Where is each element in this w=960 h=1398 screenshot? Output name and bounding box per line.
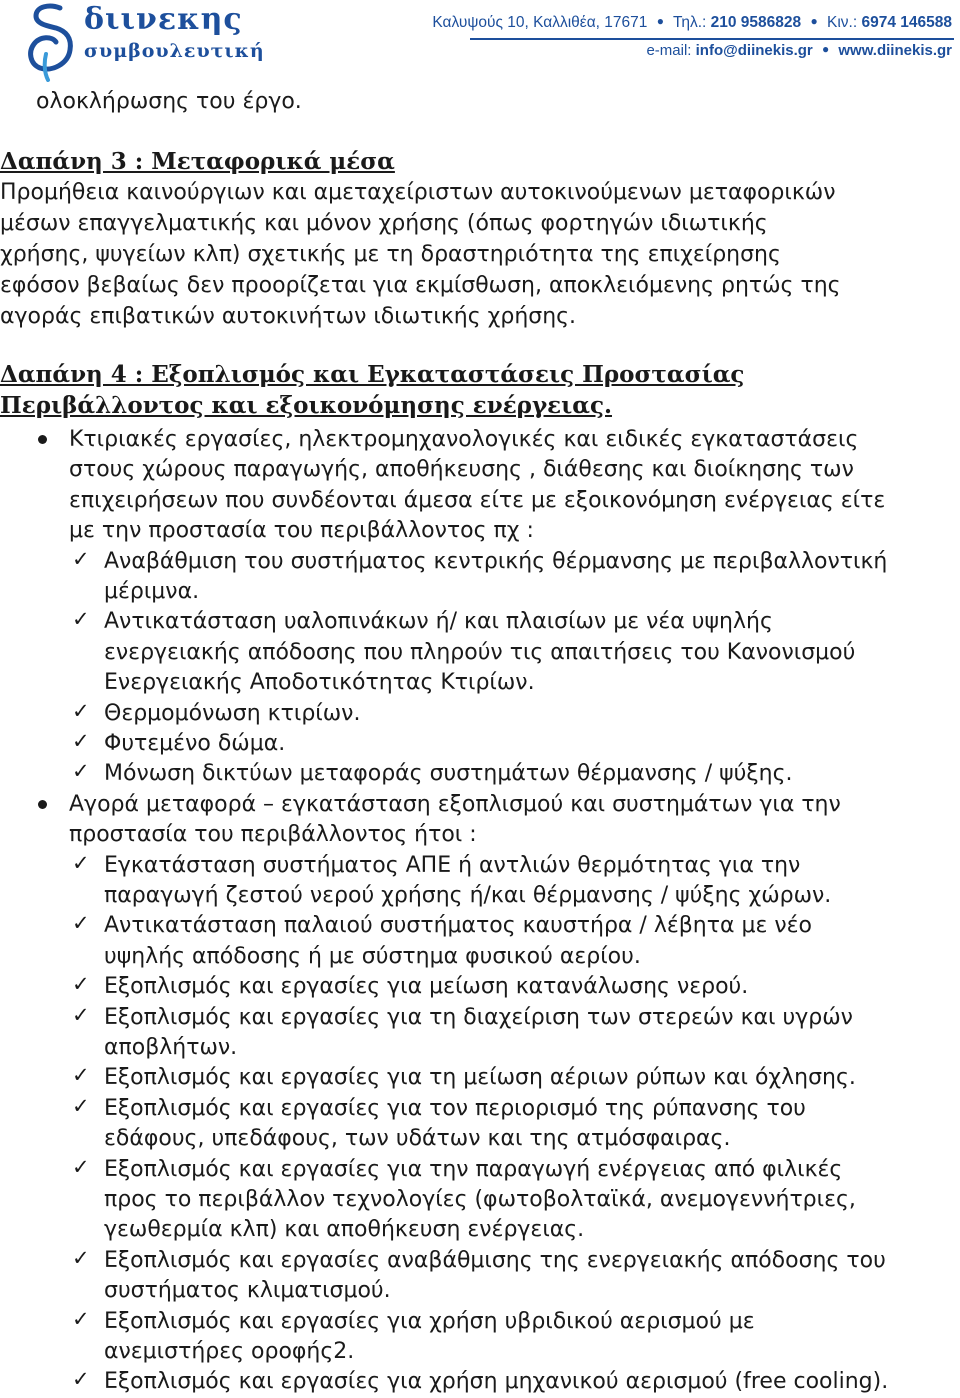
address: Καλυψούς 10, Καλλιθέα, 17671 bbox=[432, 14, 648, 31]
paragraph-line: χρήσης, ψυγείων κλπ) σχετικής με τη δραστηριότητα της επιχείρησης bbox=[0, 242, 781, 267]
check-item-line: προς το περιβάλλον τεχνολογίες (φωτοβολταϊκά, ανεμογεννήτριες, bbox=[104, 1187, 856, 1212]
paragraph-line: εφόσον βεβαίως δεν προορίζεται για εκμίσθωση, αποκλειόμενης ρητώς της bbox=[0, 273, 841, 298]
check-item-line: Εξοπλισμός και εργασίες για την παραγωγή ενέργειας από φιλικές bbox=[104, 1156, 843, 1182]
check-item-line: Ενεργειακής Αποδοτικότητας Κτιρίων. bbox=[104, 670, 535, 696]
header-divider bbox=[470, 38, 954, 40]
checkmark-icon: ✓ bbox=[72, 729, 90, 753]
separator-dot-icon: ● bbox=[821, 42, 830, 56]
checkmark-icon: ✓ bbox=[72, 1154, 90, 1179]
checkmark-icon: ✓ bbox=[72, 1063, 90, 1088]
checkmark-icon: ✓ bbox=[72, 698, 90, 723]
separator-dot-icon: ● bbox=[810, 14, 818, 28]
section-3-title: Δαπάνη 3 : Μεταφορικά μέσα bbox=[0, 148, 395, 175]
check-item-line: παραγωγή ζεστού νερού χρήσης ή/και θέρμανσης / ψύξης χώρων. bbox=[104, 883, 832, 908]
bullet-icon bbox=[38, 435, 47, 444]
check-item-line: Εξοπλισμός και εργασίες για χρήση μηχανικού αερισμού (free cooling). bbox=[104, 1369, 889, 1395]
check-item-line: Εξοπλισμός και εργασίες αναβάθμισης της ενεργειακής απόδοσης του bbox=[104, 1247, 886, 1273]
check-item-line: εδάφους, υπεδάφους, των υδάτων και της ατμόσφαιρας. bbox=[104, 1126, 731, 1152]
checkmark-icon: ✓ bbox=[72, 1002, 90, 1027]
checkmark-icon: ✓ bbox=[72, 1306, 90, 1331]
brand-name: διινεκης bbox=[84, 2, 243, 37]
checkmark-icon: ✓ bbox=[72, 911, 90, 936]
checkmark-icon: ✓ bbox=[72, 1093, 90, 1118]
contact-address-phone bbox=[432, 14, 952, 32]
bullet-text-line: στους χώρους παραγωγής, αποθήκευσης , διάθεσης και διοίκησης των bbox=[69, 457, 854, 483]
paragraph-line: Προμήθεια καινούργιων και αμεταχείριστων αυτοκινούμενων μεταφορικών bbox=[0, 180, 836, 205]
checkmark-icon: ✓ bbox=[72, 546, 90, 571]
check-item-line: Αναβάθμιση του συστήματος κεντρικής θέρμανσης με περιβαλλοντική bbox=[104, 548, 888, 574]
bullet-text-line: Αγορά μεταφορά – εγκατάσταση εξοπλισμού και συστημάτων για την bbox=[69, 791, 841, 817]
check-item-line: ανεμιστήρες οροφής2. bbox=[104, 1339, 355, 1364]
email-label: e-mail: bbox=[646, 42, 692, 59]
check-item-line: υψηλής απόδοσης ή με σύστημα φυσικού αερίου. bbox=[104, 943, 641, 969]
bullet-text-line: προστασία του περιβάλλοντος ήτοι : bbox=[69, 822, 477, 848]
bullet-text-line: με την προστασία του περιβάλλοντος πχ : bbox=[69, 518, 534, 544]
phone-number: 210 9586828 bbox=[710, 14, 802, 31]
brand-subtitle: συμβουλευτική bbox=[84, 40, 265, 62]
check-item-line: Αντικατάσταση παλαιού συστήματος καυστήρα / λέβητα με νέο bbox=[104, 913, 812, 939]
check-item-line: Εξοπλισμός και εργασίες για τη μείωση αέριων ρύπων και όχλησης. bbox=[104, 1065, 856, 1091]
check-item-line: μέριμνα. bbox=[104, 579, 200, 604]
check-item-line: Εξοπλισμός και εργασίες για τη διαχείριση των στερεών και υγρών bbox=[104, 1004, 853, 1030]
checkmark-icon: ✓ bbox=[72, 607, 90, 632]
check-item-line: Αντικατάσταση υαλοπινάκων ή/ και πλαισίων με νέα υψηλής bbox=[104, 609, 773, 635]
intro-text: ολοκλήρωσης του έργο. bbox=[36, 89, 302, 114]
phone-label: Τηλ.: bbox=[672, 14, 707, 31]
letterhead bbox=[0, 0, 960, 84]
check-item-line: ενεργειακής απόδοσης που πληρούν τις απαιτήσεις του Κανονισμού bbox=[104, 639, 856, 665]
check-item-line: Εξοπλισμός και εργασίες για χρήση υβριδικού αερισμού με bbox=[104, 1308, 755, 1334]
section-4-title: Δαπάνη 4 : Εξοπλισμός και Εγκαταστάσεις Προστασίας bbox=[0, 361, 745, 388]
contact-email-web bbox=[646, 42, 952, 59]
check-item-line: Εγκατάσταση συστήματος ΑΠΕ ή αντλιών θερμότητας για την bbox=[104, 852, 801, 878]
mobile-number: 6974 146588 bbox=[861, 14, 952, 31]
check-item-line: Θερμομόνωση κτιρίων. bbox=[104, 700, 361, 726]
separator-dot-icon: ● bbox=[656, 14, 664, 28]
check-item-line: συστήματος κλιματισμού. bbox=[104, 1278, 391, 1304]
checkmark-icon: ✓ bbox=[72, 1367, 90, 1392]
company-logo bbox=[22, 2, 265, 82]
check-item-line: αποβλήτων. bbox=[104, 1035, 238, 1060]
checkmark-icon: ✓ bbox=[72, 972, 90, 997]
paragraph-line: μέσων επαγγελματικής και μόνον χρήσης (όπως φορτηγών ιδιωτικής bbox=[0, 211, 768, 236]
check-item-line: Εξοπλισμός και εργασίες για μείωση κατανάλωσης νερού. bbox=[104, 974, 749, 1000]
section-3 bbox=[0, 146, 955, 332]
bullet-icon bbox=[38, 800, 47, 809]
checkmark-icon: ✓ bbox=[72, 759, 90, 784]
checkmark-icon: ✓ bbox=[72, 1245, 90, 1270]
website-link[interactable]: www.diinekis.gr bbox=[838, 42, 952, 59]
check-item-line: Μόνωση δικτύων μεταφοράς συστημάτων θέρμανσης / ψύξης. bbox=[104, 761, 793, 787]
check-item-line: Εξοπλισμός και εργασίες για τον περιορισμό της ρύπανσης του bbox=[104, 1095, 806, 1121]
bullet-text-line: Κτιριακές εργασίες, ηλεκτρομηχανολογικές και ειδικές εγκαταστάσεις bbox=[69, 427, 859, 452]
check-item-line: Φυτεμένο δώμα. bbox=[104, 731, 286, 756]
checkmark-icon: ✓ bbox=[72, 850, 90, 875]
section-4-title-cont: Περιβάλλοντος και εξοικονόμησης ενέργειας. bbox=[0, 392, 612, 419]
bullet-text-line: επιχειρήσεων που συνδέονται άμεσα είτε με εξοικονόμηση ενέργειας είτε bbox=[69, 487, 886, 513]
logo-mark-icon bbox=[22, 2, 80, 82]
section-4 bbox=[0, 359, 955, 421]
email-link[interactable]: info@diinekis.gr bbox=[695, 42, 813, 59]
check-item-line: γεωθερμία κλπ) και αποθήκευση ενέργειας. bbox=[104, 1217, 585, 1243]
paragraph-line: αγοράς επιβατικών αυτοκινήτων ιδιωτικής χρήσης. bbox=[0, 304, 577, 329]
mobile-label: Κιν.: bbox=[827, 14, 858, 31]
